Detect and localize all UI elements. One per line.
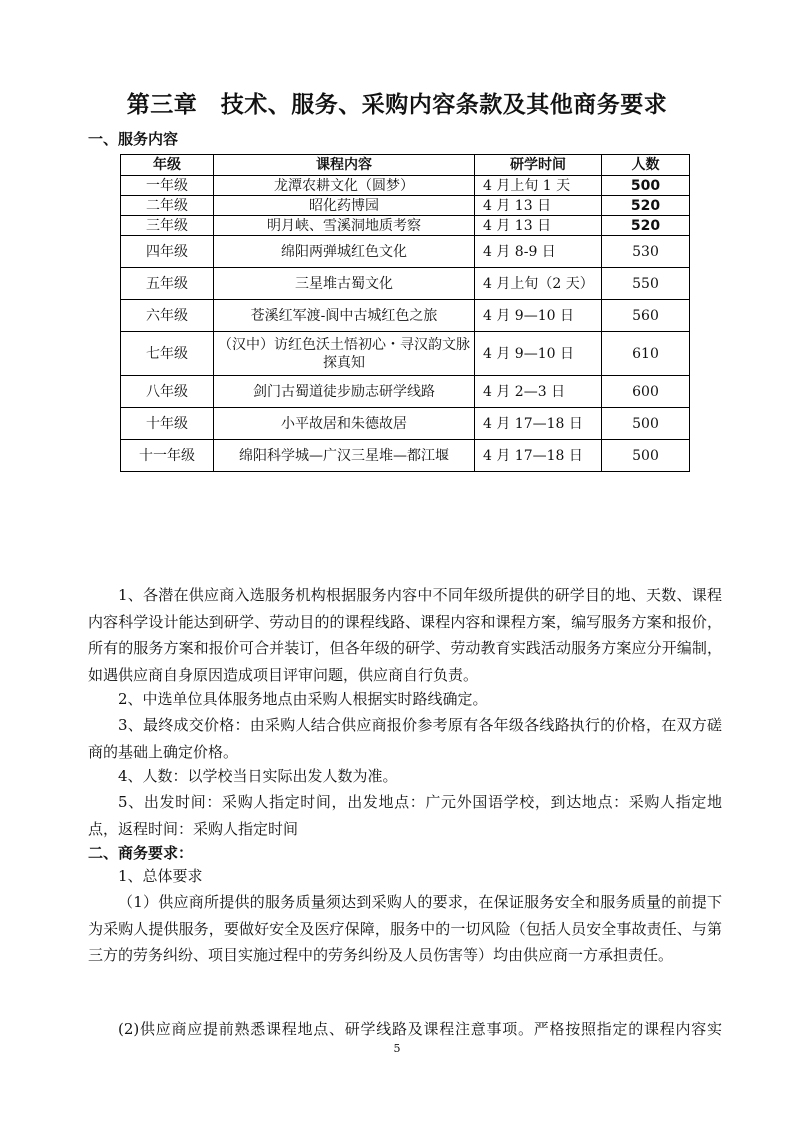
cell-course: 明月峡、雪溪洞地质考察	[214, 216, 475, 236]
cell-time: 4 月 9—10 日	[475, 300, 602, 332]
table-row	[121, 236, 690, 268]
cell-course: 绵阳两弹城红色文化	[214, 236, 475, 268]
page-number: 5	[393, 1042, 401, 1055]
table-row	[121, 268, 690, 300]
table-row	[121, 196, 690, 216]
cell-count: 600	[602, 376, 690, 408]
cell-grade: 二年级	[121, 196, 214, 216]
table-row	[121, 216, 690, 236]
header-count: 人数	[602, 155, 690, 176]
cell-time: 4 月 9—10 日	[475, 332, 602, 376]
cell-count: 520	[602, 196, 690, 216]
table-header-row	[121, 155, 690, 176]
paragraph-7	[88, 1016, 722, 1043]
cell-count: 530	[602, 236, 690, 268]
paragraph-1-text: 1、各潜在供应商入选服务机构根据服务内容中不同年级所提供的研学目的地、天数、课程内容科学设计能达到研学、劳动目的的课程线路、课程内容和课程方案，编写服务方案和报价，所有的服务方案和报价可合并装订，但各年级的研学、劳动教育实践活动服务方案应分开编制，如遇供应商自身原因造成项目评审问题，供应商自行负责。	[88, 586, 722, 684]
cell-course: 三星堆古蜀文化	[214, 268, 475, 300]
paragraph-6	[88, 889, 722, 969]
cell-time: 4 月 17—18 日	[475, 408, 602, 440]
cell-grade: 一年级	[121, 176, 214, 196]
cell-grade: 七年级	[121, 332, 214, 376]
paragraph-7-text: (2)供应商应提前熟悉课程地点、研学线路及课程注意事项。严格按照指定的课程内容实	[118, 1020, 722, 1038]
cell-time: 4 月上旬 1 天	[475, 176, 602, 196]
section-heading-service: 一、服务内容	[88, 130, 179, 148]
cell-count: 520	[602, 216, 690, 236]
chapter-title: 第三章 技术、服务、采购内容条款及其他商务要求	[126, 92, 668, 118]
cell-count: 500	[602, 440, 690, 472]
cell-course: 小平故居和朱德故居	[214, 408, 475, 440]
cell-grade: 十一年级	[121, 440, 214, 472]
paragraph-1	[88, 582, 722, 688]
cell-grade: 四年级	[121, 236, 214, 268]
cell-time: 4 月 17—18 日	[475, 440, 602, 472]
paragraph-4	[88, 763, 722, 790]
cell-count: 500	[602, 176, 690, 196]
paragraph-5	[88, 789, 722, 842]
cell-course: 绵阳科学城—广汉三星堆—都江堰	[214, 440, 475, 472]
cell-grade: 五年级	[121, 268, 214, 300]
cell-count: 550	[602, 268, 690, 300]
header-grade: 年级	[121, 155, 214, 176]
paragraph-2	[88, 686, 722, 713]
service-table	[120, 154, 690, 472]
table-row	[121, 376, 690, 408]
cell-time: 4 月 2—3 日	[475, 376, 602, 408]
paragraph-3	[88, 712, 722, 765]
table-row	[121, 408, 690, 440]
cell-course: （汉中）访红色沃土悟初心・寻汉韵文脉探真知	[214, 332, 475, 376]
cell-time: 4 月 13 日	[475, 216, 602, 236]
cell-count: 500	[602, 408, 690, 440]
cell-course: 龙潭农耕文化（圆梦）	[214, 176, 475, 196]
paragraph-6-text: （1）供应商所提供的服务质量须达到采购人的要求，在保证服务安全和服务质量的前提下为采购人提供服务，要做好安全及医疗保障，服务中的一切风险（包括人员安全事故责任、与第三方的劳务纠纷、项目实施过程中的劳务纠纷及人员伤害等）均由供应商一方承担责任。	[88, 893, 722, 964]
cell-grade: 三年级	[121, 216, 214, 236]
cell-count: 610	[602, 332, 690, 376]
table-row	[121, 300, 690, 332]
cell-time: 4 月上旬（2 天）	[475, 268, 602, 300]
header-course: 课程内容	[214, 155, 475, 176]
cell-grade: 八年级	[121, 376, 214, 408]
table-row	[121, 440, 690, 472]
cell-course: 昭化药博园	[214, 196, 475, 216]
paragraph-3-text: 3、最终成交价格：由采购人结合供应商报价参考原有各年级各线路执行的价格，在双方磋商的基础上确定价格。	[88, 716, 722, 761]
cell-time: 4 月 8-9 日	[475, 236, 602, 268]
cell-course: 苍溪红军渡-阆中古城红色之旅	[214, 300, 475, 332]
paragraph-2-text: 2、中选单位具体服务地点由采购人根据实时路线确定。	[118, 690, 488, 708]
paragraph-5-text: 5、出发时间：采购人指定时间，出发地点：广元外国语学校，到达地点：采购人指定地点，返程时间：采购人指定时间	[88, 793, 722, 838]
cell-course: 剑门古蜀道徒步励志研学线路	[214, 376, 475, 408]
cell-count: 560	[602, 300, 690, 332]
header-time: 研学时间	[475, 155, 602, 176]
cell-time: 4 月 13 日	[475, 196, 602, 216]
table-row	[121, 332, 690, 376]
table-row	[121, 176, 690, 196]
subheading-general: 1、总体要求	[118, 867, 203, 885]
section-heading-business: 二、商务要求：	[88, 844, 194, 862]
paragraph-4-text: 4、人数：以学校当日实际出发人数为准。	[118, 767, 398, 785]
cell-grade: 六年级	[121, 300, 214, 332]
cell-grade: 十年级	[121, 408, 214, 440]
